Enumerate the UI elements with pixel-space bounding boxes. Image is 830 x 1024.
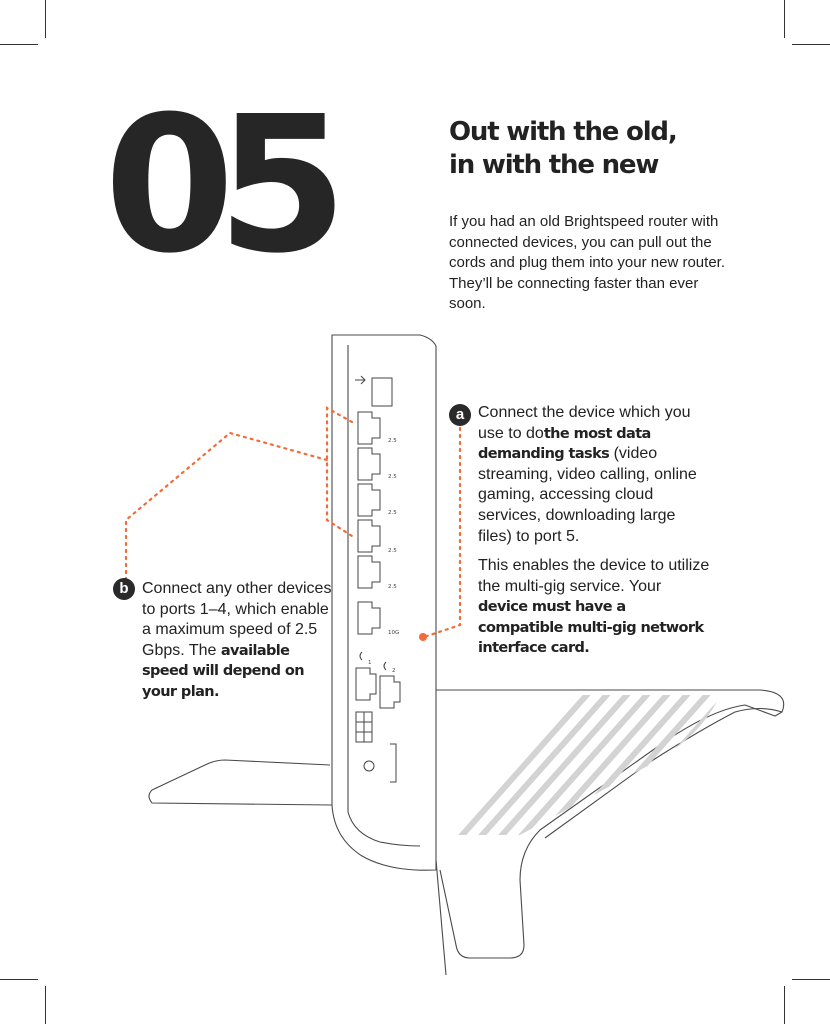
ethernet-port-3	[358, 484, 380, 516]
step-number: 05	[104, 76, 330, 295]
port-label: 2.5	[388, 548, 397, 554]
port-label: 2.5	[388, 584, 397, 590]
port-label: 2.5	[388, 438, 397, 444]
port-label: 2.5	[388, 474, 397, 480]
leader-line-b	[126, 433, 327, 580]
usb-port	[372, 378, 392, 406]
ethernet-port-wan	[358, 602, 380, 634]
callout-a-paragraph-2: This enables the device to utilize the multi-gig service. Your device must have a compatible multi-gig network interface card.	[478, 557, 710, 657]
ethernet-port-4	[358, 520, 380, 552]
ethernet-port-5	[358, 556, 380, 588]
phone-icon	[360, 652, 386, 670]
router-stand-left	[149, 760, 332, 805]
phone-port-1	[356, 668, 376, 700]
power-jack	[390, 744, 396, 782]
power-button	[364, 761, 374, 771]
leader-dot-a	[419, 633, 427, 641]
leader-line-a	[424, 428, 460, 637]
usb-icon	[355, 376, 365, 384]
callout-b-paragraph: Connect any other devices to ports 1–4, which enable a maximum speed of 2.5 Gbps. The available speed will depend on your plan.	[142, 580, 332, 700]
callout-a-paragraph-1: Connect the device which you use to dothe most data demanding tasks (video streaming, video calling, online gaming, accessing cloud services, downloading large files) to port 5.	[478, 404, 697, 545]
port-label: 2.5	[388, 510, 397, 516]
phone-label: 2	[392, 668, 396, 674]
title-line-1: Out with the old,	[449, 117, 677, 147]
title-line-2: in with the new	[449, 150, 659, 180]
marker-b: b	[113, 578, 135, 600]
ethernet-port-2	[358, 448, 380, 480]
page-title	[449, 116, 677, 182]
intro-paragraph: If you had an old Brightspeed router with connected devices, you can pull out the cords and plug them into your new router. They’ll be connecting faster than ever soon.	[449, 213, 725, 312]
ethernet-port-1	[358, 412, 380, 444]
phone-label: 1	[368, 660, 372, 666]
marker-a: a	[449, 404, 471, 426]
phone-port-2	[380, 676, 400, 708]
port-label: 10G	[388, 630, 400, 636]
